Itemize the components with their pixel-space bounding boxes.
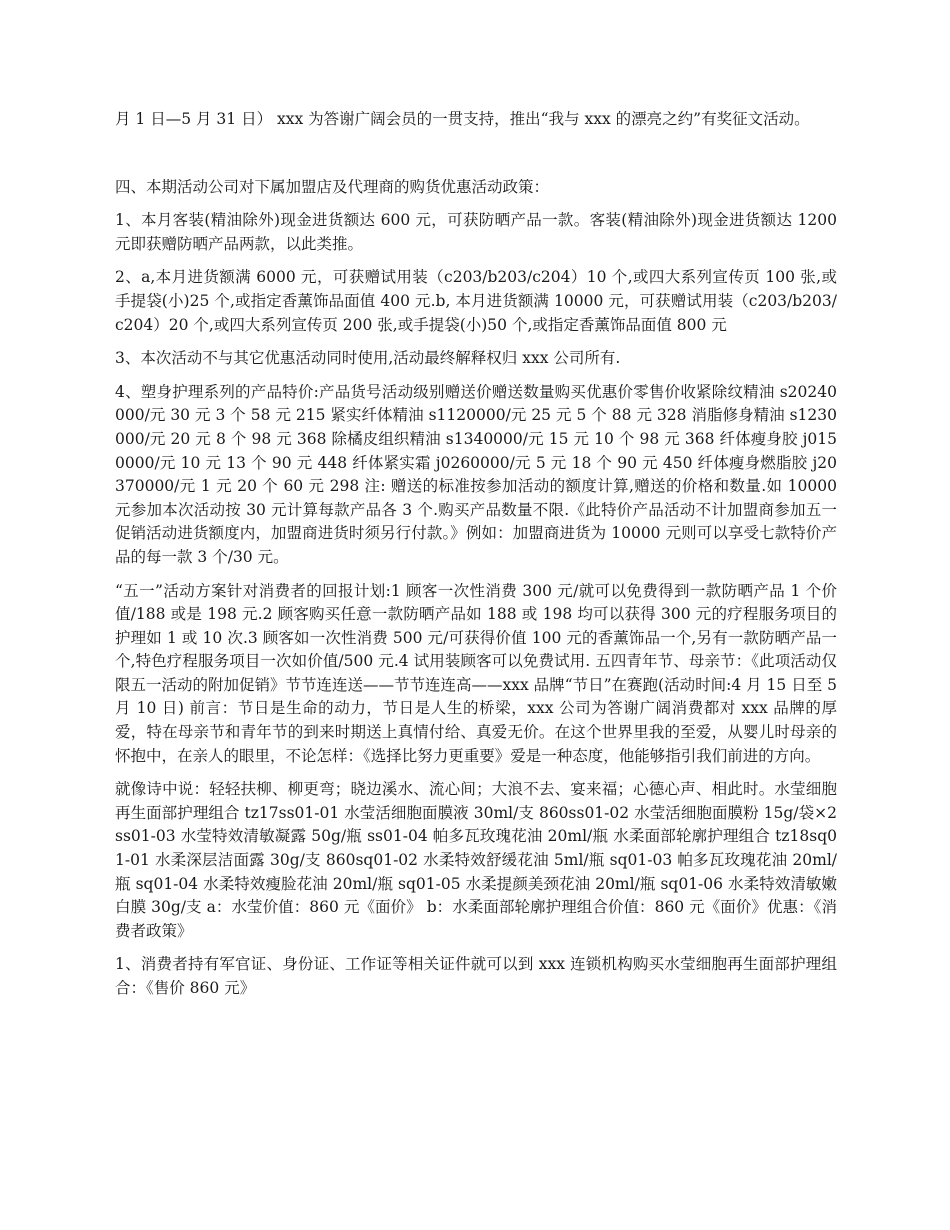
paragraph-consumer-policy-1: 1、消费者持有军官证、身份证、工作证等相关证件就可以到 xxx 连锁机构购买水莹细胞再生面部护理组合：《售价 860 元》 (115, 955, 837, 997)
paragraph-may-day-plan: “五一”活动方案针对消费者的回报计划:1 顾客一次性消费 300 元/就可以免费得到一款防晒产品 1 个价值/188 或是 198 元.2 顾客购买任意一款防晒产品如 188 或 198 均可以获得 300 元的疗程服务项目的护理如 1 或 10 次.3 顾客如一次性消费 500 元/可获得价值 100 元的香薰饰品一个,另有一款防晒产品一个,特色疗程服务项目一次如价值/500 元.4 试用装顾客可以免费试用. 五四青年节、母亲节：《此项活动仅限五一活动的附加促销》节节连连送——节节连连高——xxx 品牌“节日”在赛跑(活动时间:4 月 15 日至 5 月 10 日) 前言：节日是生命的动力，节日是人生的桥梁，xxx 公司为答谢广阔消费都对 xxx 品牌的厚爱，特在母亲节和青年节的到来时期送上真情付给、真爱无价。在这个世界里我的至爱，从婴儿时母亲的怀抱中，在亲人的眼里，不论怎样：《选择比努力更重要》爱是一种态度，他能够指引我们前进的方向。 (115, 581, 837, 765)
paragraph-policy-3: 3、本次活动不与其它优惠活动同时使用,活动最终解释权归 xxx 公司所有. (115, 349, 621, 368)
paragraph-policy-4: 4、塑身护理系列的产品特价:产品货号活动级别赠送价赠送数量购买优惠价零售价收紧除纹精油 s20240000/元 30 元 3 个 58 元 215 紧实纤体精油 s1120000/元 25 元 5 个 88 元 328 消脂修身精油 s1230000/元 20 元 8 个 98 元 368 除橘皮组织精油 s1340000/元 15 元 10 个 98 元 368 纤体瘦身胶 j0150000/元 10 元 13 个 90 元 448 纤体紧实霜 j0260000/元 5 元 18 个 90 元 450 纤体瘦身燃脂胶 j20370000/元 1 元 20 个 60 元 298 注: 赠送的标准按参加活动的额度计算,赠送的价格和数量.如 10000 元参加本次活动按 30 元计算每款产品各 3 个.购买产品数量不限.《此特价产品活动不计加盟商参加五一促销活动进货额度内，加盟商进货时须另行付款。》例如：加盟商进货为 10000 元则可以享受七款特价产品的每一款 3 个/30 元。 (115, 382, 837, 566)
section-heading-dealer-policy: 四、本期活动公司对下属加盟店及代理商的购货优惠活动政策： (115, 177, 550, 196)
document-page (115, 108, 837, 1011)
paragraph-poem-products: 就像诗中说：轻轻扶柳、柳更弯；晓边溪水、流心间；大浪不去、宴来福；心德心声、相此时。水莹细胞再生面部护理组合 tz17ss01-01 水莹活细胞面膜液 30ml/支 860ss01-02 水莹活细胞面膜粉 15g/袋×2ss01-03 水莹特效清敏凝露 50g/瓶 ss01-04 帕多瓦玫瑰花油 20ml/瓶 水柔面部轮廓护理组合 tz18sq01-01 水柔深层洁面露 30g/支 860sq01-02 水柔特效舒缓花油 5ml/瓶 sq01-03 帕多瓦玫瑰花油 20ml/瓶 sq01-04 水柔特效瘦脸花油 20ml/瓶 sq01-05 水柔提颜美颈花油 20ml/瓶 sq01-06 水柔特效清敏嫩白膜 30g/支 a：水莹价值：860 元《面价》 b：水柔面部轮廓护理组合价值：860 元《面价》优惠：《消费者政策》 (115, 780, 837, 940)
paragraph-policy-2: 2、a,本月进货额满 6000 元，可获赠试用装（c203/b203/c204）10 个,或四大系列宣传页 100 张,或手提袋(小)25 个,或指定香薰饰品面值 400 元.b, 本月进货额满 10000 元，可获赠试用装（c203/b203/c204）20 个,或四大系列宣传页 200 张,或手提袋(小)50 个,或指定香薰饰品面值 800 元 (115, 268, 837, 334)
paragraph-essay-contest: 月 1 日—5 月 31 日） xxx 为答谢广阔会员的一贯支持，推出“我与 xxx 的漂亮之约”有奖征文活动。 (115, 110, 810, 128)
paragraph-policy-1: 1、本月客装(精油除外)现金进货额达 600 元，可获防晒产品一款。客装(精油除外)现金进货额达 1200 元即获赠防晒产品两款，以此类推。 (115, 211, 837, 253)
